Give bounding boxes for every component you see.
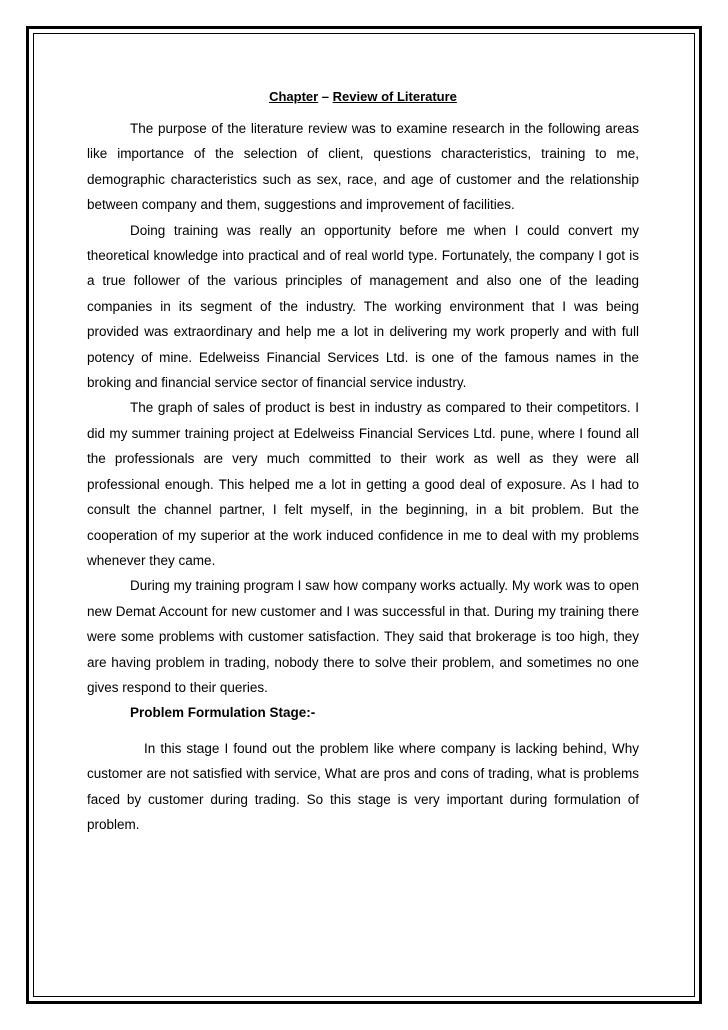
paragraph-4: During my training program I saw how company works actually. My work was to open new Demat Account for new customer and I was successful in that. During my training there were some problems with customer satisfaction. They said that brokerage is too high, they are having problem in trading, nobody there to solve their problem, and sometimes no one gives respond to their queries.: [87, 578, 639, 695]
chapter-label: Chapter: [269, 89, 319, 104]
paragraph-2: Doing training was really an opportunity before me when I could convert my theoretical knowledge into practical and of real world type. Fortunately, the company I got is a true follower of the various principles of management and also one of the leading companies in its segment of the industry. The working environment that I was being provided was extraordinary and help me a lot in delivering my work properly and with full potency of mine. Edelweiss Financial Services Ltd. is one of the famous names in the broking and financial service sector of financial service industry.: [87, 222, 639, 391]
chapter-title: [87, 86, 639, 108]
title-separator: –: [318, 89, 333, 104]
chapter-name: Review of Literature: [332, 89, 457, 104]
section-heading: Problem Formulation Stage:-: [130, 705, 316, 721]
paragraph-3: The graph of sales of product is best in industry as compared to their competitors. I did my summer training project at Edelweiss Financial Services Ltd. pune, where I found all the professionals are very much committed to their work as well as they were all professional enough. This helped me a lot in getting a good deal of exposure. As I had to consult the channel partner, I felt myself, in the beginning, in a bit problem. But the cooperation of my superior at the work induced confidence in me to deal with my problems whenever they came.: [87, 400, 639, 568]
document-body: [87, 86, 639, 837]
paragraph-5: In this stage I found out the problem like where company is lacking behind, Why customer are not satisfied with service, What are pros and cons of trading, what is problems faced by customer during trading. So this stage is very important during formulation of problem.: [87, 740, 639, 832]
paragraph-1: The purpose of the literature review was to examine research in the following areas like importance of the selection of client, questions characteristics, training to me, demographic characteristics such as sex, race, and age of customer and the relationship between company and them, suggestions and improvement of facilities.: [87, 121, 639, 213]
